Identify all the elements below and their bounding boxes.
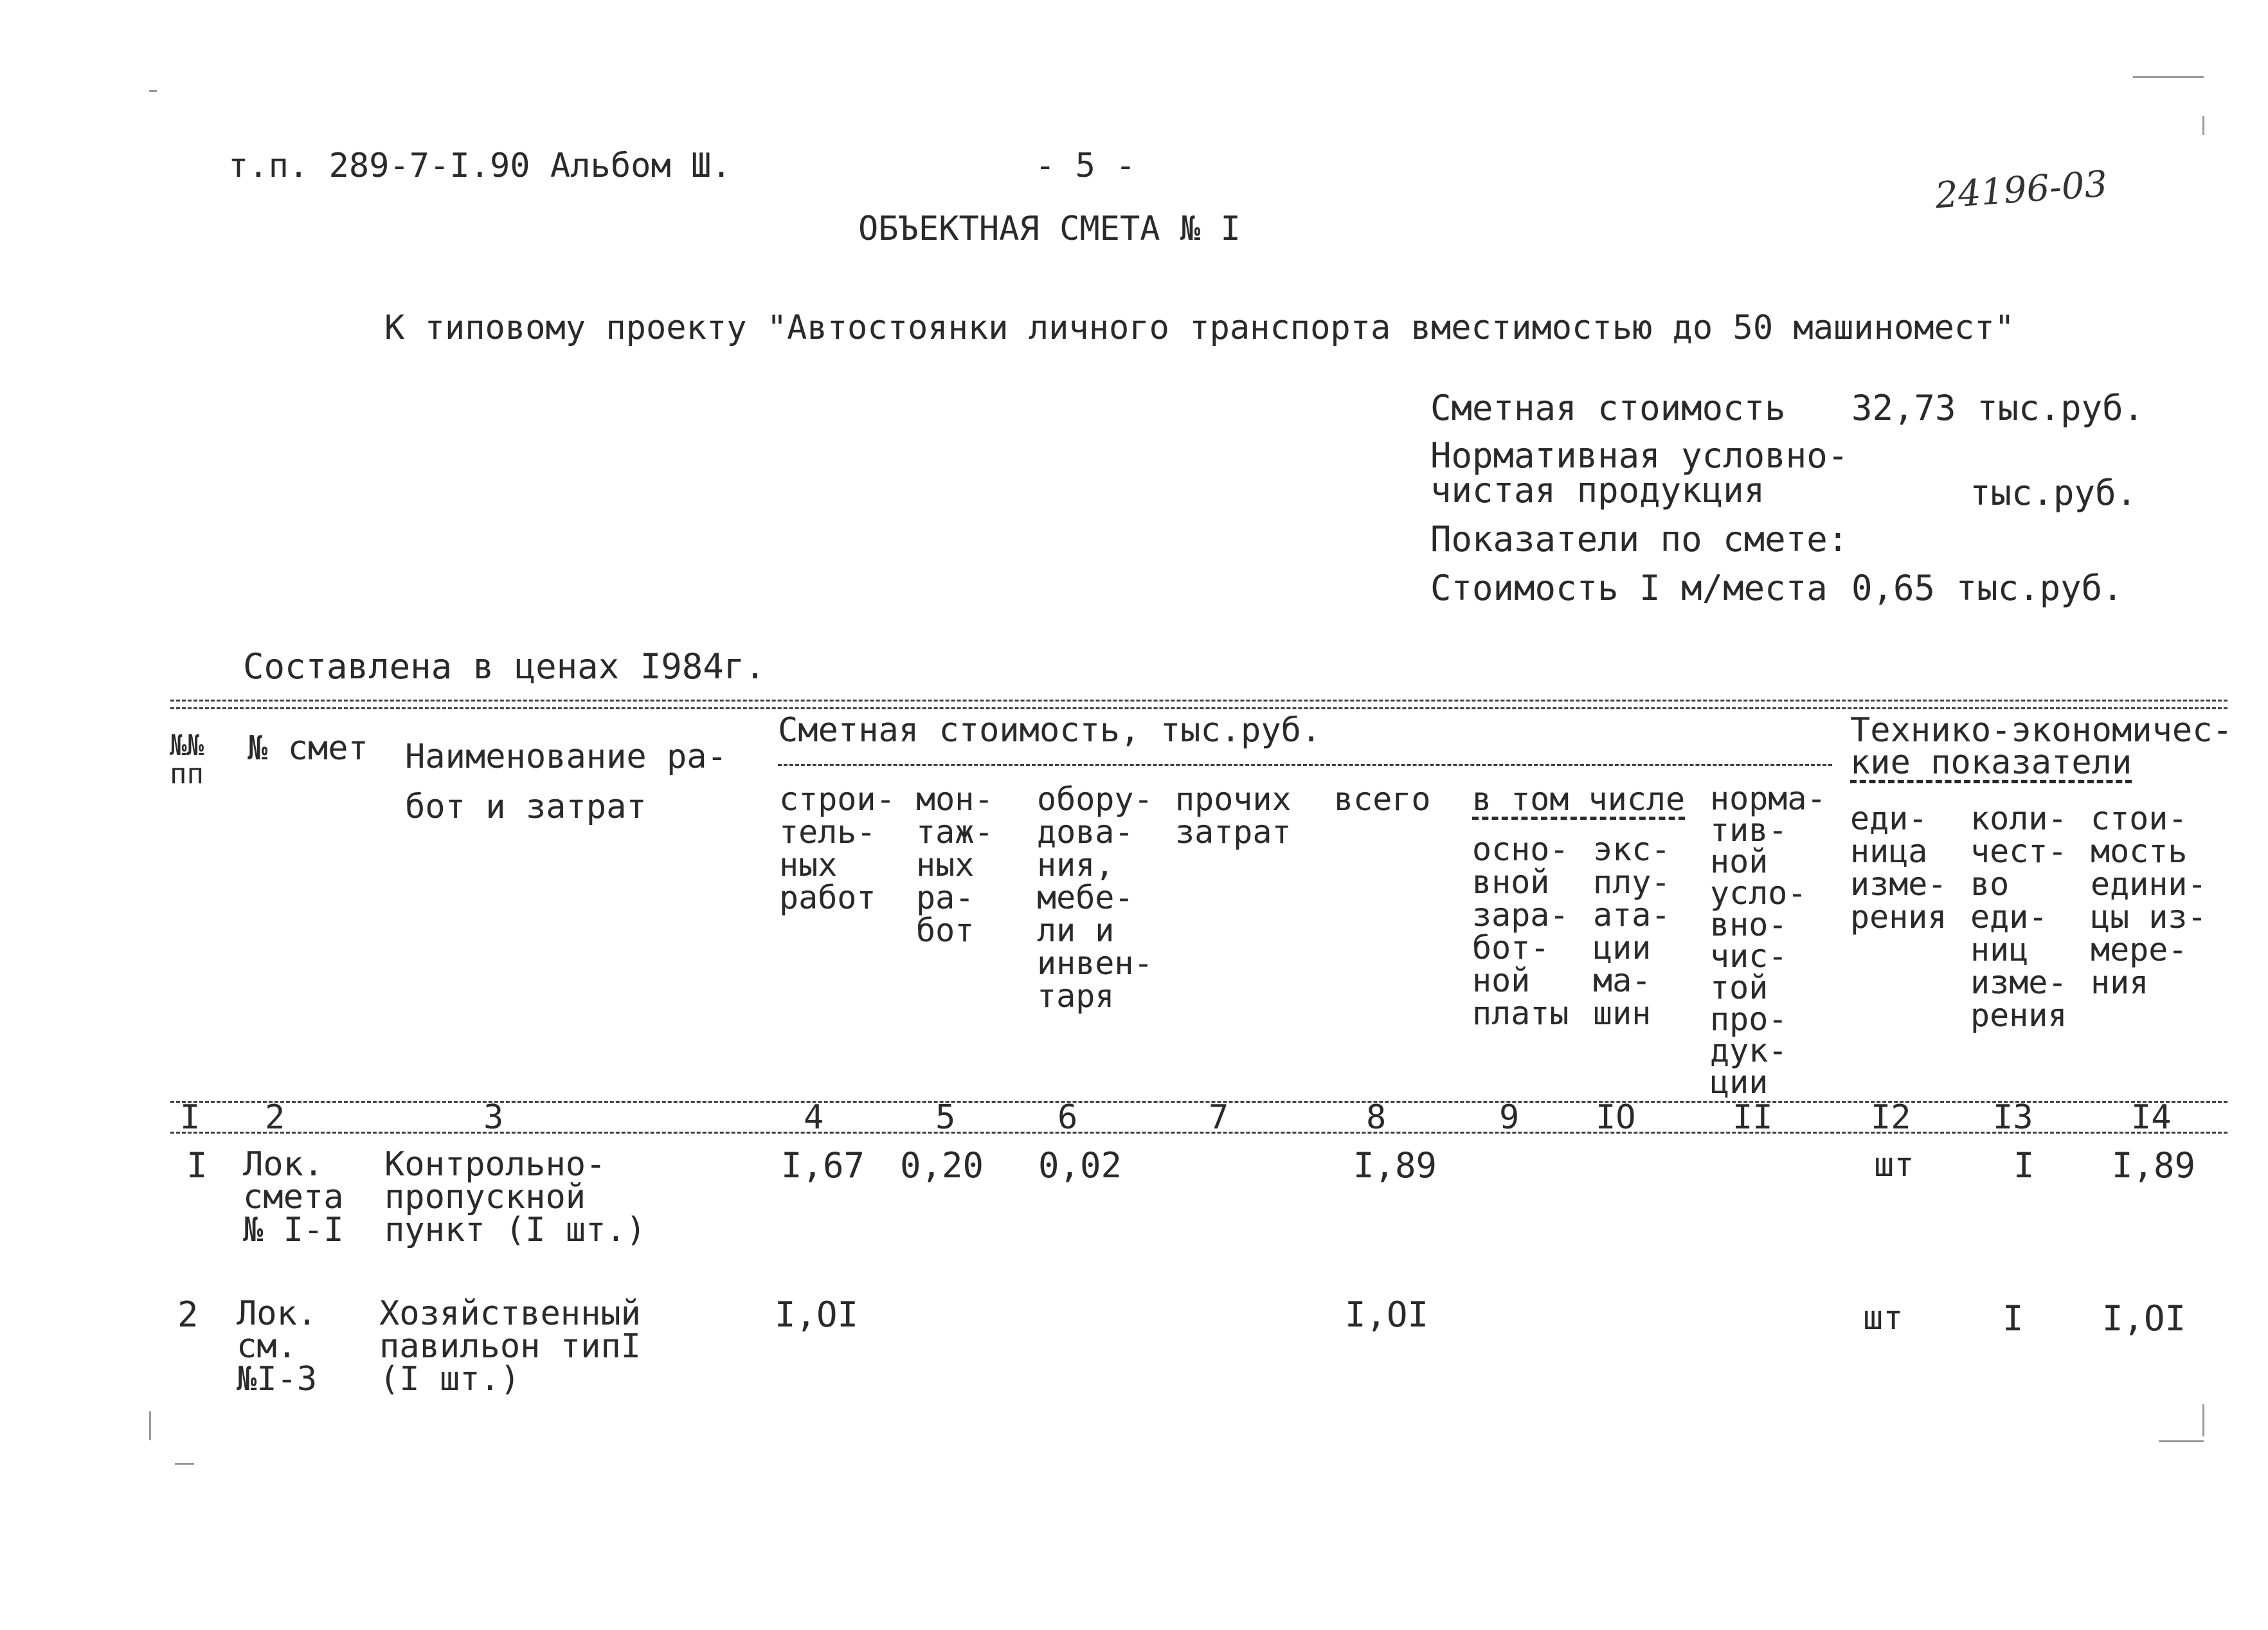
row1-installation: 0,20 <box>900 1145 984 1186</box>
header-col-estimate-number: № смет <box>248 729 368 768</box>
row2-name: Хозяйственный павильон типI (I шт.) <box>379 1294 641 1399</box>
estimated-cost-value: 32,73 тыс.руб. <box>1851 388 2145 428</box>
row1-unit: шт <box>1874 1146 1914 1184</box>
header-col-work-name: Наименование ра- бот и затрат <box>405 738 727 826</box>
cost-per-place-label: Стоимость I м/места <box>1430 568 1828 608</box>
table-top-rule-2 <box>170 707 2228 709</box>
col-number-6: 6 <box>1058 1098 1078 1137</box>
cost-group-rule <box>778 764 1832 766</box>
col-number-8: 8 <box>1366 1098 1387 1137</box>
normative-value: тыс.руб. <box>1970 473 2138 513</box>
estimated-cost-label: Сметная стоимость <box>1430 388 1786 428</box>
scan-mark-top-left <box>149 90 157 92</box>
scan-mark-bottom-right-v <box>2202 1404 2204 1436</box>
col-number-14: I4 <box>2131 1098 2172 1137</box>
indicators-label: Показатели по смете: <box>1430 519 1849 559</box>
header-col-row-number: №№ пп <box>170 729 204 790</box>
row1-construction: I,67 <box>781 1145 865 1186</box>
header-col-equipment: обору- дова- ния, мебе- ли и инвен- таря <box>1037 781 1153 1015</box>
header-col-other: прочих затрат <box>1175 781 1292 851</box>
row1-estimate: Лок. смета № I-I <box>243 1145 344 1249</box>
row1-number: I <box>186 1145 208 1186</box>
cost-per-place-value: 0,65 тыс.руб. <box>1851 568 2123 608</box>
row2-number: 2 <box>177 1294 199 1335</box>
header-col-quantity: коли- чест- во еди- ниц изме- рения <box>1970 800 2067 1034</box>
row1-name: Контрольно- пропускной пункт (I шт.) <box>384 1145 646 1249</box>
header-group-tech-econ-line2: кие показатели <box>1850 743 2132 782</box>
page-number: - 5 - <box>1035 147 1136 185</box>
scan-mark-bottom-left <box>175 1463 194 1465</box>
scan-mark-left <box>149 1411 151 1440</box>
col-number-1: I <box>180 1098 201 1137</box>
scan-mark-top-right <box>2133 76 2204 78</box>
header-col-wages: осно- вной зара- бот- ной платы <box>1472 831 1569 1032</box>
header-col-construction: строи- тель- ных работ <box>779 781 896 916</box>
col-number-12: I2 <box>1871 1098 1911 1137</box>
header-group-estimated-cost: Сметная стоимость, тыс.руб. <box>778 711 1322 750</box>
row2-unit-cost: I,OI <box>2102 1298 2186 1339</box>
header-col-unit-cost: стои- мость едини- цы из- мере- ния <box>2091 800 2207 1001</box>
header-col-unit: еди- ница изме- рения <box>1850 800 1947 936</box>
header-col-normative: норма- тив- ной усло- вно- чис- той про- дук- ции <box>1710 780 1826 1101</box>
scan-mark-bottom-right <box>2159 1440 2204 1442</box>
col-number-11: II <box>1733 1098 1773 1137</box>
col-number-3: 3 <box>483 1098 504 1137</box>
row2-estimate: Лок. см. №I-3 <box>237 1294 318 1399</box>
column-numbers-top-rule <box>170 1101 2228 1103</box>
row2-total: I,OI <box>1345 1294 1429 1335</box>
row2-unit: шт <box>1863 1299 1904 1337</box>
row1-unit-cost: I,89 <box>2112 1145 2196 1186</box>
row2-construction: I,OI <box>775 1294 859 1335</box>
col-number-9: 9 <box>1499 1098 1520 1137</box>
document-title: ОБЪЕКТНАЯ СМЕТА № I <box>858 210 1241 248</box>
handwritten-code: 24196-03 <box>1934 163 2109 217</box>
col-number-7: 7 <box>1209 1098 1229 1137</box>
header-col-machines: экс- плу- ата- ции ма- шин <box>1593 831 1671 1032</box>
normative-label-line1: Нормативная условно- <box>1430 435 1849 476</box>
row1-equipment: 0,02 <box>1038 1145 1122 1186</box>
document-subtitle: К типовому проекту "Автостоянки личного транспорта вместимостью до 50 машиномест" <box>384 309 2015 347</box>
header-col-total: всего <box>1334 781 1431 818</box>
scan-mark-right <box>2202 116 2204 135</box>
row1-total: I,89 <box>1353 1145 1437 1186</box>
col-number-10: IO <box>1596 1098 1636 1137</box>
col-number-2: 2 <box>265 1098 285 1137</box>
prices-note: Составлена в ценах I984г. <box>243 646 766 687</box>
col-number-5: 5 <box>935 1098 956 1137</box>
row1-quantity: I <box>2013 1145 2035 1186</box>
document-reference: т.п. 289-7-I.90 Альбом Ш. <box>228 147 732 185</box>
header-including: в том числе <box>1472 781 1686 818</box>
col-number-13: I3 <box>1993 1098 2033 1137</box>
header-group-tech-econ: Технико-экономичес- <box>1850 711 2233 750</box>
column-numbers-bottom-rule <box>170 1132 2228 1134</box>
header-col-installation: мон- таж- ных ра- бот <box>916 781 994 949</box>
row2-quantity: I <box>2003 1298 2024 1339</box>
normative-label-line2: чистая продукция <box>1430 470 1765 511</box>
col-number-4: 4 <box>804 1098 824 1137</box>
table-top-rule <box>170 700 2228 702</box>
